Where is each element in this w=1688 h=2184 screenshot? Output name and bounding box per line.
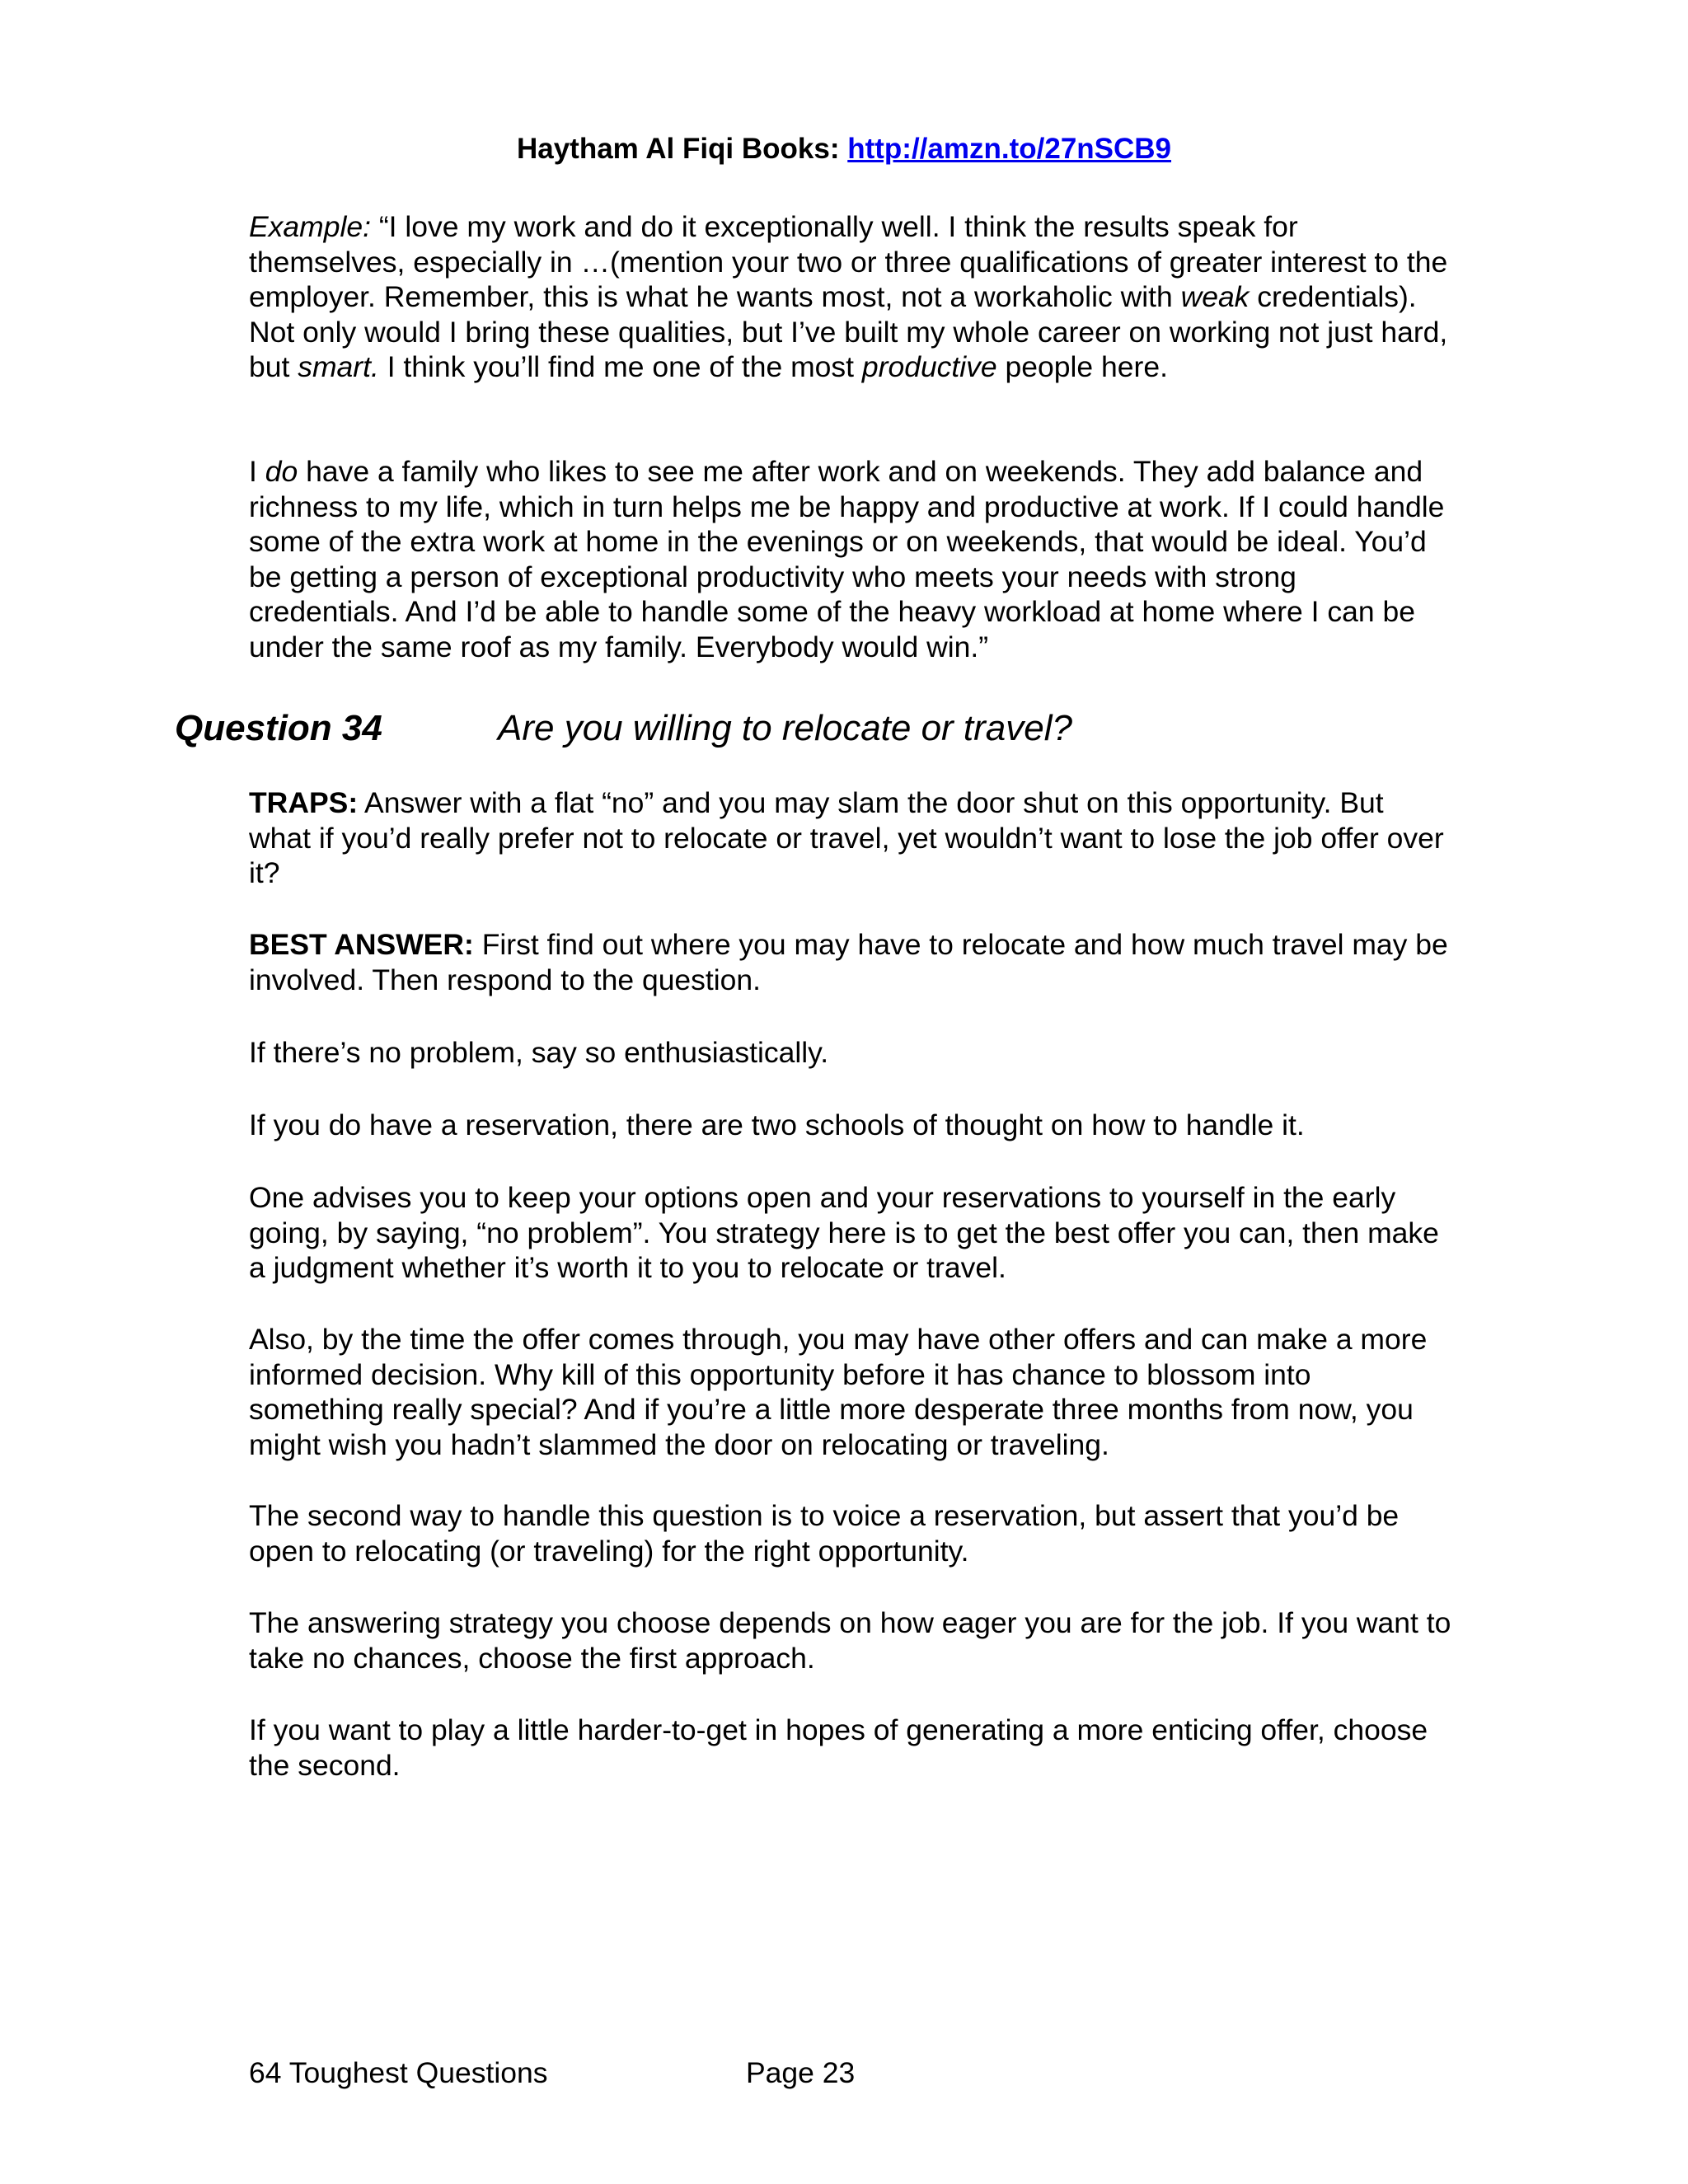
example-paragraph: Example: “I love my work and do it exceptionally well. I think the results speak for themselves, especially in …(mention your two or three qualifications of greater interest to the employer. Remember, this is what he wants most, not a workaholic with weak credentials). Not only would I bring these qualities, but I’ve built my whole career on working not just hard, but smart. I think you’ll find me one of the most productive people here. [249,210,1448,383]
question-number: Question 34 [175,708,382,748]
paragraph: If there’s no problem, say so enthusiastically. [249,1036,829,1069]
paragraph: The second way to handle this question is to voice a reservation, but assert that you’d be open to relocating (or traveling) for the right opportunity. [249,1499,1400,1568]
best-answer-label: BEST ANSWER: [249,928,474,961]
example-label: Example: [249,210,371,243]
page-number: Page 23 [746,2056,856,2089]
footer-title: 64 Toughest Questions [249,2056,548,2089]
header-label: Haytham Al Fiqi Books: [516,133,840,165]
paragraph: If you want to play a little harder-to-get in hopes of generating a more enticing offer, choose the second. [249,1713,1428,1782]
paragraph: Also, by the time the offer comes through, you may have other offers and can make a more informed decision. Why kill of this opportunity before it has chance to blossom into something really special? And if you’re a little more desperate three months from now, you might wish you hadn’t slammed the door on relocating or traveling. [249,1323,1428,1461]
best-answer-paragraph: BEST ANSWER: First find out where you may have to relocate and how much travel may be involved. Then respond to the question. [249,928,1448,996]
paragraph: If you do have a reservation, there are two schools of thought on how to handle it. [249,1108,1305,1141]
paragraph: One advises you to keep your options open and your reservations to yourself in the early going, by saying, “no problem”. You strategy here is to get the best offer you can, then make a judgment whether it’s worth it to you to relocate or travel. [249,1181,1439,1284]
page-header [0,132,1688,166]
family-paragraph: I do have a family who likes to see me after work and on weekends. They add balance and richness to my life, which in turn helps me be happy and productive at work. If I could handle some of the extra work at home in the evenings or on weekends, that would be ideal. You’d be getting a person of exceptional productivity who meets your needs with strong credentials. And I’d be able to handle some of the heavy workload at home where I can be under the same roof as my family. Everybody would win.” [249,455,1445,663]
books-link[interactable]: http://amzn.to/27nSCB9 [847,133,1172,165]
paragraph: The answering strategy you choose depends on how eager you are for the job. If you want to take no chances, choose the first approach. [249,1606,1451,1675]
traps-paragraph: TRAPS: Answer with a flat “no” and you may slam the door shut on this opportunity. But what if you’d really prefer not to relocate or travel, yet wouldn’t want to lose the job offer over it? [249,786,1444,889]
question-heading: Are you willing to relocate or travel? [498,708,1072,748]
traps-label: TRAPS: [249,786,359,819]
